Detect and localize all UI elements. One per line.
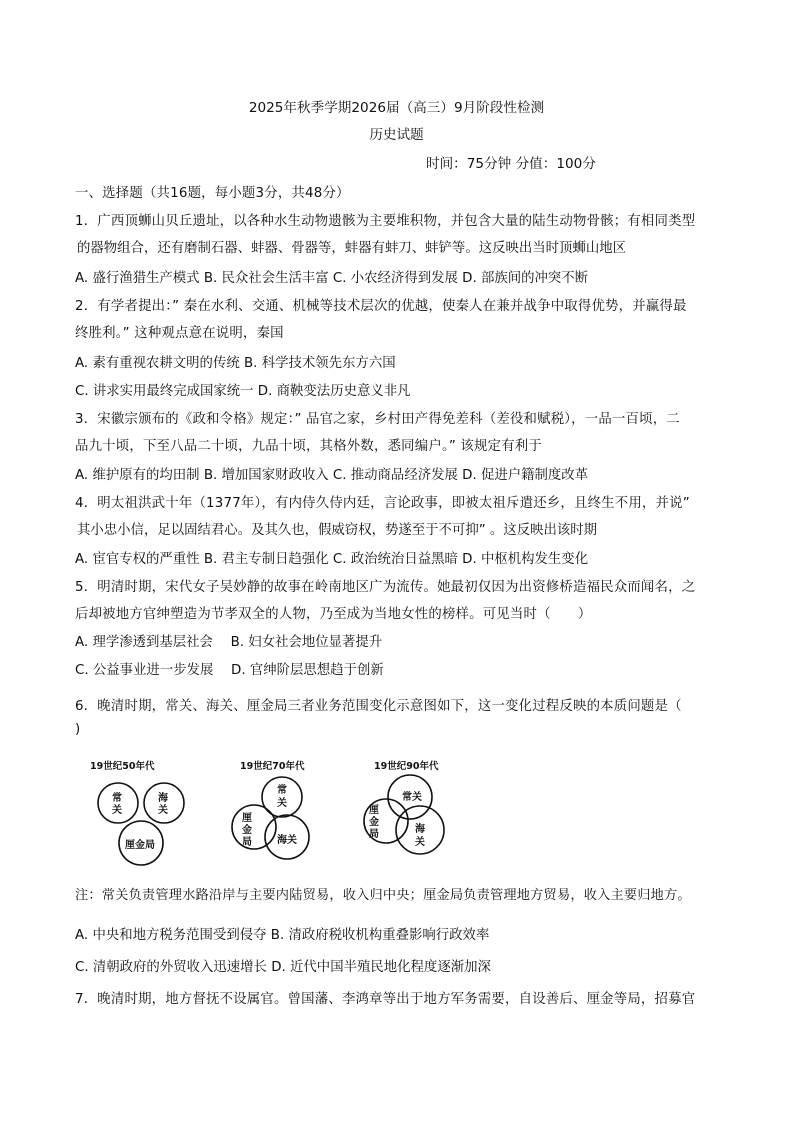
label-haiguan-1850s-a: 海 (158, 793, 168, 804)
q3-stem-line2: 品九十顷，下至八品二十顷，九品十顷，其格外数，悉同编户。” 该规定有利于 (75, 439, 542, 454)
q7-stem-line1: 7．晚清时期，地方督抚不设属官。曾国藩、李鸿章等出于地方军务需要，自设善后、厘金等局，招募官 (75, 992, 696, 1007)
q2-options-row2: C. 讲求实用最终完成国家统一 D. 商鞅变法历史意义非凡 (75, 384, 411, 399)
q1-stem-line2: 的器物组合，还有磨制石器、蚌器、骨器等，蚌器有蚌刀、蚌铲等。这反映出当时顶蛳山地区 (77, 241, 627, 256)
label-changguan-1890s: 常关 (402, 792, 422, 803)
customs-venn-diagram (80, 755, 480, 880)
panel-title-1870s: 19世纪70年代 (240, 761, 305, 772)
label-haiguan-1850s-b: 关 (158, 805, 168, 816)
label-haiguan-1890s-b: 关 (415, 837, 425, 848)
panel-title-1890s: 19世纪90年代 (374, 761, 439, 772)
venn-panel-1890s (364, 760, 444, 854)
q6-stem-line1: 6．晚清时期，常关、海关、厘金局三者业务范围变化示意图如下，这一变化过程反映的本质问题是（ (75, 699, 682, 714)
q3-options: A. 维护原有的均田制 B. 增加国家财政收入 C. 推动商品经济发展 D. 促进户籍制度改革 (75, 468, 589, 483)
q5-options-row2: C. 公益事业进一步发展 D. 官绅阶层思想趋于创新 (75, 663, 384, 678)
q4-options: A. 宦官专权的严重性 B. 君主专制日趋强化 C. 政治统治日益黑暗 D. 中枢机构发生变化 (75, 552, 589, 567)
panel-title-1850s: 19世纪50年代 (90, 761, 155, 772)
label-changguan-1870s-a: 常 (277, 785, 287, 796)
label-lijinju-1890s-a: 厘 (369, 805, 379, 816)
q6-options-row1: A. 中央和地方税务范围受到侵夺 B. 清政府税收机构重叠影响行政效率 (75, 928, 490, 943)
exam-subject: 历史试题 (369, 127, 424, 143)
label-haiguan-1890s-a: 海 (415, 824, 425, 835)
label-changguan-1850s-a: 常 (112, 793, 122, 804)
circle-lijinju-1870s (232, 805, 276, 849)
venn-panel-1870s (232, 760, 309, 859)
label-lijinju-1870s-a: 厘 (242, 813, 252, 824)
q1-stem-line1: 1．广西顶蛳山贝丘遗址，以各种水生动物遗骸为主要堆积物，并包含大量的陆生动物骨骸；有相同类型 (75, 214, 696, 229)
label-lijinju-1890s-c: 局 (369, 829, 379, 840)
label-changguan-1850s-b: 关 (112, 805, 122, 816)
q5-options-row1: A. 理学渗透到基层社会 B. 妇女社会地位显著提升 (75, 635, 383, 650)
label-lijinju-1870s-c: 局 (242, 837, 252, 848)
label-haiguan-1870s: 海关 (277, 835, 297, 846)
q2-stem-line1: 2．有学者提出：” 秦在水利、交通、机械等技术层次的优越，使秦人在兼并战争中取得优势，并赢得最 (75, 299, 687, 314)
q5-stem-line2: 后却被地方官绅塑造为节孝双全的人物，乃至成为当地女性的榜样。可见当时（ ） (75, 607, 592, 622)
exam-title: 2025年秋季学期2026届（高三）9月阶段性检测 (248, 100, 545, 116)
q3-stem-line1: 3．宋徽宗颁布的《政和令格》规定：” 品官之家，乡村田产得免差科（差役和赋税），一品一百顷，二 (75, 412, 680, 427)
q1-options: A. 盛行渔猎生产模式 B. 民众社会生活丰富 C. 小农经济得到发展 D. 部族间的冲突不断 (75, 271, 589, 286)
customs-venn-svg (80, 755, 480, 880)
q5-stem-line1: 5．明清时期，宋代女子吴妙静的故事在岭南地区广为流传。她最初仅因为出资修桥造福民众而闻名，之 (75, 580, 696, 595)
exam-time-info: 时间：75分钟 分值：100分 (426, 156, 596, 172)
q6-stem-line2: ) (75, 722, 81, 737)
q6-options-row2: C. 清朝政府的外贸收入迅速增长 D. 近代中国半殖民地化程度逐渐加深 (75, 960, 491, 975)
label-lijinju-1890s-b: 金 (369, 817, 379, 828)
q2-stem-line2: 终胜利。” 这种观点意在说明，秦国 (75, 326, 284, 341)
section-heading: 一、选择题（共16题，每小题3分，共48分） (75, 186, 350, 201)
label-changguan-1870s-b: 关 (277, 798, 287, 809)
q4-stem-line2: 其小忠小信，足以固结君心。及其久也，假威窃权，势遂至于不可抑” 。这反映出该时期 (77, 523, 598, 538)
label-lijinju-1870s-b: 金 (242, 825, 252, 836)
q2-options-row1: A. 素有重视农耕文明的传统 B. 科学技术领先东方六国 (75, 356, 396, 371)
label-lijinju-1850s: 厘金局 (125, 840, 155, 851)
q6-note: 注：常关负责管理水路沿岸与主要内陆贸易，收入归中央；厘金局负责管理地方贸易，收入主要归地方。 (75, 888, 691, 903)
venn-panel-1850s (90, 760, 184, 865)
q4-stem-line1: 4．明太祖洪武十年（1377年），有内侍久侍内廷，言论政事，即被太祖斥遣还乡，且终生不用，并说” (75, 496, 690, 511)
